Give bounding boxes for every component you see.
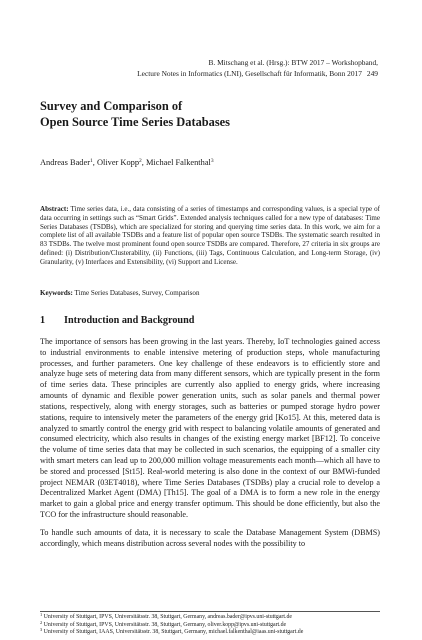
abstract-text: Time series data, i.e., data consisting of a series of timestamps and corresponding values, is a special type of data occurring in settings such as “Smart Grids”. Extended analysis techniques called for a new type of databases: Time Series Databases (TSDBs), which are specialized for storing and querying time series data. In this work, we aim for a complete list of all available TSDBs and a feature list of popular open source TSDBs. The systematic search resulted in 83 TSDBs. The twelve most prominent found open source TSDBs are compared. Therefore, 27 criteria in six groups are defined: (i) Distribution/Clusterability, (ii) Functions, (iii) Tags, Continuous Calculation, and Long-term Storage, (iv) Granularity, (v) Interfaces and Extensibility, (vi) Support and License.: [40, 205, 380, 266]
running-header: [40, 57, 378, 79]
header-line-2: [40, 68, 378, 79]
author-list: [40, 157, 380, 168]
footnote-mark: 2: [40, 619, 43, 625]
footnote-mark: 3: [40, 627, 43, 633]
header-venue: Lecture Notes in Informatics (LNI), Gesellschaft für Informatik, Bonn 2017: [137, 69, 362, 78]
keywords-text: Time Series Databases, Survey, Comparison: [74, 289, 200, 297]
footnote-text: University of Stuttgart, IPVS, Universitätsstr. 38, Stuttgart, Germany, oliver.kopp@ipvs.uni-stuttgart.de: [43, 621, 287, 628]
abstract-label: Abstract:: [40, 205, 69, 213]
title-line-2: Open Source Time Series Databases: [40, 115, 230, 129]
body-paragraph: To handle such amounts of data, it is necessary to scale the Database Management System (DBMS) accordingly, which means distribution across several nodes with the possibility to: [40, 527, 380, 548]
paper-title: [40, 98, 380, 130]
author-separator: ,: [141, 158, 146, 167]
body-text: [40, 337, 380, 549]
footnote: [40, 629, 380, 637]
author-separator: ,: [92, 158, 97, 167]
author-name: Michael Falkenthal: [145, 158, 211, 167]
section-heading: [40, 314, 380, 327]
author-affiliation-mark: 1: [90, 158, 93, 164]
keywords-label: Keywords:: [40, 289, 73, 297]
footnote-mark: 1: [40, 612, 43, 617]
section-title: Introduction and Background: [64, 315, 195, 326]
author-affiliation-mark: 2: [139, 158, 142, 164]
body-paragraph: The importance of sensors has been growing in the last years. Thereby, IoT technologies gained access to industrial environments to enable intensive metering of production steps, whole manufacturing processes, and further parameters. One key challenge of these endeavors is to efficiently store and analyze huge sets of metering data from many different sensors, which are typically present in the form of time series data. These principles are currently also applied to energy grids, where increasing amounts of dynamic and flexible power generation units, such as solar panels and thermal power stations, respectively, along with energy storages, such as batteries or pumped storage hydro power stations, require to intensively meter the parameters of the energy grid [Ko15]. At this, metered data is analyzed to smartly control the energy grid with respect to balancing volatile amounts of generated and consumed electricity, which also results in changes of the existing energy market [BF12]. To conceive the volume of time series data that may be collected in such scenarios, the equipping of a smaller city with smart meters can lead up to 200,000 million voltage measurements each month—which all have to be stored and processed [St15]. Real-world metering is also done in the context of our BMWi-funded project NEMAR (03ET4018), where Time Series Databases (TSDBs) play a crucial role to develop a Decentralized Market Agent (DMA) [Th15]. The goal of a DMA is to form a new role in the energy market to gain a global price and energy transfer optimum. This should be done efficiently, but also the TCO for the infrastructure should reasonable.: [40, 337, 380, 519]
header-line-1: B. Mitschang et al. (Hrsg.): BTW 2017 – Workshopband,: [208, 58, 378, 67]
footnotes: [40, 611, 380, 637]
keywords: [40, 289, 380, 298]
author-affiliation-mark: 3: [210, 158, 214, 164]
author-name: Andreas Bader: [40, 158, 90, 167]
section-number: 1: [40, 315, 46, 326]
title-line-1: Survey and Comparison of: [40, 99, 183, 113]
footnote: [40, 614, 380, 622]
abstract: [40, 205, 380, 266]
footnote-text: University of Stuttgart, IAAS, Universitätsstr. 38, Stuttgart, Germany, michael.falkenthal@iaas.uni-stuttgart.de: [43, 629, 304, 636]
author-name: Oliver Kopp: [96, 158, 140, 167]
footnote-text: University of Stuttgart, IPVS, Universitätsstr. 38, Stuttgart, Germany, andreas.bader@ipvs.uni-stuttgart.de: [43, 614, 292, 620]
page-number: 249: [366, 69, 378, 78]
